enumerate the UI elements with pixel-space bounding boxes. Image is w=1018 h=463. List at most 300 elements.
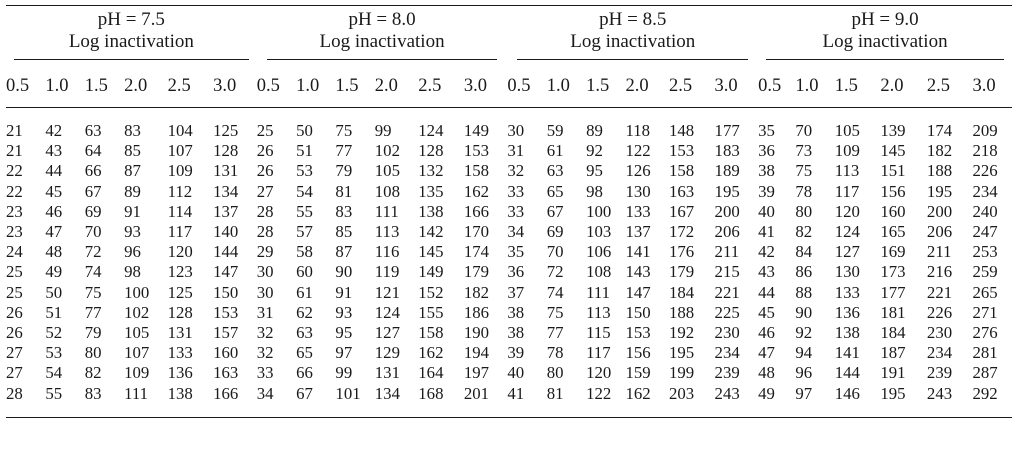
- table-cell: 81: [547, 384, 586, 418]
- ph-header-0: pH = 7.5: [97, 9, 165, 30]
- table-row: [6, 202, 1012, 222]
- table-cell: 63: [296, 323, 313, 343]
- log-level-header: 1.0: [296, 65, 335, 108]
- table-cell: 186: [463, 302, 490, 322]
- table-cell: 85: [335, 222, 353, 242]
- table-cell: 158: [463, 161, 490, 181]
- log-level-header: 1.0: [795, 65, 834, 108]
- table-row: [6, 363, 1012, 383]
- table-cell: 63: [84, 121, 102, 140]
- subtitle-header-2: Log inactivation: [507, 31, 758, 65]
- table-cell: 25: [6, 282, 23, 302]
- table-cell: 90: [335, 262, 353, 282]
- table-cell: 147: [625, 282, 651, 302]
- table-cell: 170: [463, 222, 490, 242]
- table-cell: 132: [418, 161, 444, 181]
- log-level-header: 0.5: [6, 65, 45, 108]
- table-cell: 111: [586, 282, 611, 302]
- table-cell: 216: [926, 262, 953, 282]
- table-cell: 24: [6, 242, 23, 262]
- table-cell: 25: [256, 121, 274, 140]
- table-cell: 131: [167, 323, 193, 343]
- log-level-header: 1.5: [586, 65, 625, 108]
- table-cell: 48: [758, 363, 775, 383]
- table-cell: 188: [926, 161, 953, 181]
- table-cell: 112: [167, 181, 193, 201]
- table-cell: 192: [668, 323, 695, 343]
- table-cell: 287: [972, 363, 998, 383]
- table-cell: 70: [546, 242, 564, 262]
- table-cell: 34: [507, 222, 525, 242]
- table-cell: 25: [6, 262, 23, 282]
- log-level-header: 1.5: [85, 65, 124, 108]
- table-row: [6, 108, 1012, 142]
- table-cell: 163: [213, 363, 239, 383]
- table-cell: 187: [880, 343, 906, 363]
- table-cell: 69: [84, 201, 102, 221]
- table-cell: 149: [463, 121, 490, 140]
- table-cell: 22: [6, 181, 23, 201]
- table-cell: 104: [167, 121, 193, 140]
- table-cell: 92: [795, 323, 813, 343]
- table-cell: 44: [758, 282, 775, 302]
- table-cell: 28: [256, 222, 274, 242]
- table-cell: 145: [880, 141, 906, 161]
- table-cell: 177: [714, 121, 740, 140]
- table-cell: 30: [507, 121, 525, 140]
- table-cell: 74: [546, 282, 564, 302]
- table-cell: 182: [463, 282, 490, 302]
- table-cell: 60: [296, 262, 313, 282]
- table-cell: 239: [926, 363, 953, 383]
- table-cell: 157: [213, 323, 239, 343]
- table-cell: 26: [6, 302, 23, 322]
- table-cell: 144: [213, 242, 239, 262]
- table-cell: 39: [507, 343, 525, 363]
- table-cell: 50: [296, 121, 313, 140]
- table-cell: 27: [256, 181, 274, 201]
- table-cell: 153: [213, 302, 239, 322]
- table-cell: 114: [167, 201, 193, 221]
- log-level-header: 2.5: [669, 65, 715, 108]
- table-cell: 83: [85, 384, 124, 418]
- table-cell: 26: [256, 161, 274, 181]
- table-row: [6, 242, 1012, 262]
- table-cell: 243: [927, 384, 973, 418]
- table-cell: 153: [625, 323, 651, 343]
- table-cell: 65: [296, 343, 313, 363]
- table-cell: 40: [758, 201, 775, 221]
- table-cell: 115: [586, 323, 611, 343]
- table-cell: 174: [926, 121, 953, 140]
- table-cell: 243: [715, 384, 759, 418]
- table-cell: 87: [335, 242, 353, 262]
- table-cell: 105: [374, 161, 400, 181]
- table-cell: 35: [758, 121, 775, 140]
- table-cell: 79: [335, 161, 353, 181]
- log-level-header: 3.0: [715, 65, 759, 108]
- table-cell: 96: [124, 242, 141, 262]
- table-cell: 28: [6, 384, 45, 418]
- table-cell: 166: [463, 201, 490, 221]
- table-cell: 57: [296, 222, 313, 242]
- table-cell: 137: [625, 222, 651, 242]
- table-cell: 117: [167, 222, 193, 242]
- log-level-header: 2.5: [927, 65, 973, 108]
- table-cell: 89: [124, 181, 141, 201]
- table-cell: 38: [507, 302, 525, 322]
- table-cell: 72: [84, 242, 102, 262]
- table-cell: 82: [84, 363, 102, 383]
- table-cell: 149: [418, 262, 444, 282]
- table-cell: 32: [507, 161, 525, 181]
- table-cell: 54: [45, 363, 63, 383]
- table-cell: 138: [168, 384, 214, 418]
- table-cell: 129: [374, 343, 400, 363]
- table-cell: 111: [124, 384, 168, 418]
- table-cell: 128: [167, 302, 193, 322]
- table-row: [6, 384, 1012, 418]
- table-cell: 184: [880, 323, 906, 343]
- table-cell: 54: [296, 181, 313, 201]
- table-cell: 55: [296, 201, 313, 221]
- table-cell: 133: [167, 343, 193, 363]
- table-row: [6, 343, 1012, 363]
- table-cell: 107: [167, 141, 193, 161]
- table-cell: 61: [546, 141, 564, 161]
- table-cell: 37: [507, 282, 525, 302]
- table-cell: 48: [45, 242, 63, 262]
- table-cell: 126: [625, 161, 651, 181]
- table-cell: 35: [507, 242, 525, 262]
- table-cell: 70: [795, 121, 813, 140]
- table-cell: 100: [124, 282, 150, 302]
- table-cell: 28: [256, 201, 274, 221]
- table-cell: 201: [464, 384, 508, 418]
- table-cell: 136: [167, 363, 193, 383]
- table-row: [6, 222, 1012, 242]
- table-row: [6, 161, 1012, 181]
- table-cell: 108: [374, 181, 400, 201]
- table-cell: 70: [84, 222, 102, 242]
- ph-header-1: pH = 8.0: [348, 9, 416, 30]
- table-cell: 155: [418, 302, 444, 322]
- log-level-header: 3.0: [464, 65, 508, 108]
- table-cell: 67: [84, 181, 102, 201]
- table-cell: 97: [795, 384, 834, 418]
- table-cell: 53: [45, 343, 63, 363]
- log-level-header: 0.5: [758, 65, 795, 108]
- table-cell: 162: [418, 343, 444, 363]
- table-cell: 90: [795, 302, 813, 322]
- table-cell: 50: [45, 282, 63, 302]
- table-cell: 45: [45, 181, 63, 201]
- table-cell: 67: [546, 201, 564, 221]
- table-cell: 101: [335, 384, 374, 418]
- table-row: [6, 141, 1012, 161]
- table-cell: 113: [834, 161, 860, 181]
- table-cell: 253: [972, 242, 998, 262]
- table-cell: 150: [625, 302, 651, 322]
- table-cell: 156: [625, 343, 651, 363]
- table-cell: 271: [972, 302, 998, 322]
- table-cell: 165: [880, 222, 906, 242]
- table-cell: 109: [124, 363, 150, 383]
- log-level-header: 2.5: [168, 65, 214, 108]
- log-level-header: 2.0: [124, 65, 168, 108]
- log-level-header: 3.0: [972, 65, 1012, 108]
- table-row: [6, 283, 1012, 303]
- table-cell: 105: [124, 323, 150, 343]
- table-cell: 153: [463, 141, 490, 161]
- table-cell: 144: [834, 363, 860, 383]
- table-cell: 163: [668, 181, 695, 201]
- table-cell: 119: [374, 262, 400, 282]
- table-cell: 206: [926, 222, 953, 242]
- table-cell: 33: [256, 363, 274, 383]
- log-level-header: 2.0: [625, 65, 669, 108]
- table-cell: 145: [418, 242, 444, 262]
- log-level-header: 1.5: [335, 65, 374, 108]
- table-cell: 75: [84, 282, 102, 302]
- table-cell: 179: [463, 262, 490, 282]
- table-cell: 42: [758, 242, 775, 262]
- table-cell: 211: [714, 242, 740, 262]
- table-cell: 162: [463, 181, 490, 201]
- table-cell: 160: [213, 343, 239, 363]
- table-cell: 97: [335, 343, 353, 363]
- table-cell: 80: [795, 201, 813, 221]
- table-cell: 125: [167, 282, 193, 302]
- log-level-header: 1.5: [835, 65, 881, 108]
- table-cell: 128: [418, 141, 444, 161]
- table-cell: 147: [213, 262, 239, 282]
- table-cell: 134: [213, 181, 239, 201]
- table-cell: 234: [926, 343, 953, 363]
- log-level-header: 2.5: [418, 65, 464, 108]
- ph-header-3: pH = 9.0: [851, 9, 919, 30]
- table-cell: 46: [45, 201, 63, 221]
- table-cell: 96: [795, 363, 813, 383]
- subtitle-header-3: Log inactivation: [758, 31, 1012, 65]
- table-cell: 67: [296, 384, 335, 418]
- table-cell: 125: [213, 121, 239, 140]
- table-cell: 121: [374, 282, 400, 302]
- table-cell: 95: [586, 161, 603, 181]
- table-cell: 27: [6, 363, 23, 383]
- table-cell: 77: [546, 323, 564, 343]
- table-cell: 107: [124, 343, 150, 363]
- table-cell: 100: [586, 201, 612, 221]
- table-cell: 26: [6, 323, 23, 343]
- table-cell: 93: [124, 222, 141, 242]
- table-cell: 137: [213, 201, 239, 221]
- table-cell: 206: [714, 222, 740, 242]
- table-cell: 85: [124, 141, 141, 161]
- ph-header-row: [6, 5, 1012, 31]
- table-cell: 134: [375, 384, 419, 418]
- table-cell: 172: [668, 222, 695, 242]
- table-cell: 38: [758, 161, 775, 181]
- table-cell: 182: [926, 141, 953, 161]
- table-cell: 45: [758, 302, 775, 322]
- table-cell: 30: [256, 262, 274, 282]
- ct-value-table: [6, 5, 1012, 418]
- table-cell: 162: [625, 384, 669, 418]
- table-cell: 181: [880, 302, 906, 322]
- table-cell: 139: [880, 121, 906, 140]
- table-cell: 152: [418, 282, 444, 302]
- table-cell: 87: [124, 161, 141, 181]
- table-cell: 247: [972, 222, 998, 242]
- table-cell: 31: [507, 141, 525, 161]
- table-cell: 77: [84, 302, 102, 322]
- table-cell: 109: [167, 161, 193, 181]
- table-cell: 52: [45, 323, 63, 343]
- table-cell: 133: [834, 282, 860, 302]
- table-cell: 117: [834, 181, 860, 201]
- table-row: [6, 323, 1012, 343]
- table-cell: 81: [335, 181, 353, 201]
- table-cell: 183: [714, 141, 740, 161]
- table-cell: 72: [546, 262, 564, 282]
- table-cell: 63: [546, 161, 564, 181]
- table-cell: 169: [880, 242, 906, 262]
- table-row: [6, 303, 1012, 323]
- table-cell: 128: [213, 141, 239, 161]
- table-row: [6, 182, 1012, 202]
- table-cell: 166: [213, 384, 257, 418]
- table-cell: 131: [374, 363, 400, 383]
- table-cell: 120: [167, 242, 193, 262]
- subtitle-header-0: Log inactivation: [6, 31, 257, 65]
- table-cell: 47: [45, 222, 63, 242]
- table-cell: 218: [972, 141, 998, 161]
- table-cell: 230: [714, 323, 740, 343]
- table-cell: 23: [6, 201, 23, 221]
- table-cell: 195: [668, 343, 695, 363]
- table-cell: 92: [586, 141, 603, 161]
- subtitle-header-row: [6, 31, 1012, 65]
- table-cell: 99: [374, 121, 392, 140]
- table-cell: 167: [668, 201, 695, 221]
- table-cell: 69: [546, 222, 564, 242]
- table-cell: 158: [418, 323, 444, 343]
- log-level-header: 2.0: [375, 65, 419, 108]
- table-cell: 209: [972, 121, 998, 140]
- ph-header-2: pH = 8.5: [599, 9, 667, 30]
- table-cell: 75: [335, 121, 353, 140]
- subtitle-header-1: Log inactivation: [257, 31, 508, 65]
- table-cell: 148: [668, 121, 695, 140]
- table-cell: 77: [335, 141, 353, 161]
- table-cell: 177: [880, 282, 906, 302]
- table-cell: 49: [758, 384, 795, 418]
- table-cell: 64: [84, 141, 102, 161]
- table-cell: 117: [586, 343, 611, 363]
- table-cell: 188: [668, 302, 695, 322]
- table-cell: 124: [374, 302, 400, 322]
- table-cell: 95: [335, 323, 353, 343]
- table-cell: 105: [834, 121, 860, 140]
- table-header: [6, 5, 1012, 108]
- table-cell: 234: [714, 343, 740, 363]
- table-cell: 58: [296, 242, 313, 262]
- table-cell: 138: [418, 201, 444, 221]
- table-row: [6, 262, 1012, 282]
- table-cell: 173: [880, 262, 906, 282]
- table-cell: 122: [586, 384, 625, 418]
- table-cell: 36: [758, 141, 775, 161]
- log-level-header: 1.0: [547, 65, 586, 108]
- table-cell: 93: [335, 302, 353, 322]
- table-cell: 82: [795, 222, 813, 242]
- table-cell: 195: [926, 181, 953, 201]
- table-cell: 221: [714, 282, 740, 302]
- table-cell: 141: [625, 242, 651, 262]
- table-cell: 62: [296, 302, 313, 322]
- table-cell: 195: [880, 384, 927, 418]
- table-cell: 34: [257, 384, 296, 418]
- table-body: [6, 108, 1012, 418]
- table-cell: 200: [714, 201, 740, 221]
- table-cell: 136: [834, 302, 860, 322]
- table-cell: 108: [586, 262, 612, 282]
- table-cell: 276: [972, 323, 998, 343]
- table-cell: 49: [45, 262, 63, 282]
- table-cell: 36: [507, 262, 525, 282]
- table-cell: 113: [374, 222, 400, 242]
- table-cell: 200: [926, 201, 953, 221]
- table-cell: 176: [668, 242, 695, 262]
- table-cell: 159: [625, 363, 651, 383]
- table-cell: 98: [586, 181, 603, 201]
- table-cell: 21: [6, 141, 23, 161]
- table-cell: 122: [625, 141, 651, 161]
- table-cell: 83: [335, 201, 353, 221]
- table-cell: 265: [972, 282, 998, 302]
- table-cell: 91: [335, 282, 353, 302]
- table-cell: 109: [834, 141, 860, 161]
- table-cell: 179: [668, 262, 695, 282]
- table-cell: 55: [45, 384, 84, 418]
- table-cell: 23: [6, 222, 23, 242]
- table-cell: 39: [758, 181, 775, 201]
- table-cell: 189: [714, 161, 740, 181]
- log-level-header: 3.0: [213, 65, 257, 108]
- table-cell: 194: [463, 343, 490, 363]
- table-cell: 111: [374, 201, 399, 221]
- table-cell: 197: [463, 363, 490, 383]
- table-cell: 65: [546, 181, 564, 201]
- table-cell: 103: [586, 222, 612, 242]
- table-cell: 203: [669, 384, 715, 418]
- table-cell: 26: [256, 141, 274, 161]
- table-cell: 75: [546, 302, 564, 322]
- table-cell: 141: [834, 343, 860, 363]
- table-cell: 84: [795, 242, 813, 262]
- log-level-header: 0.5: [507, 65, 546, 108]
- table-cell: 221: [926, 282, 953, 302]
- table-cell: 174: [463, 242, 490, 262]
- table-cell: 91: [124, 201, 141, 221]
- table-cell: 259: [972, 262, 998, 282]
- table-cell: 156: [880, 181, 906, 201]
- table-cell: 215: [714, 262, 740, 282]
- table-cell: 80: [84, 343, 102, 363]
- log-level-header: 0.5: [257, 65, 296, 108]
- table-cell: 47: [758, 343, 775, 363]
